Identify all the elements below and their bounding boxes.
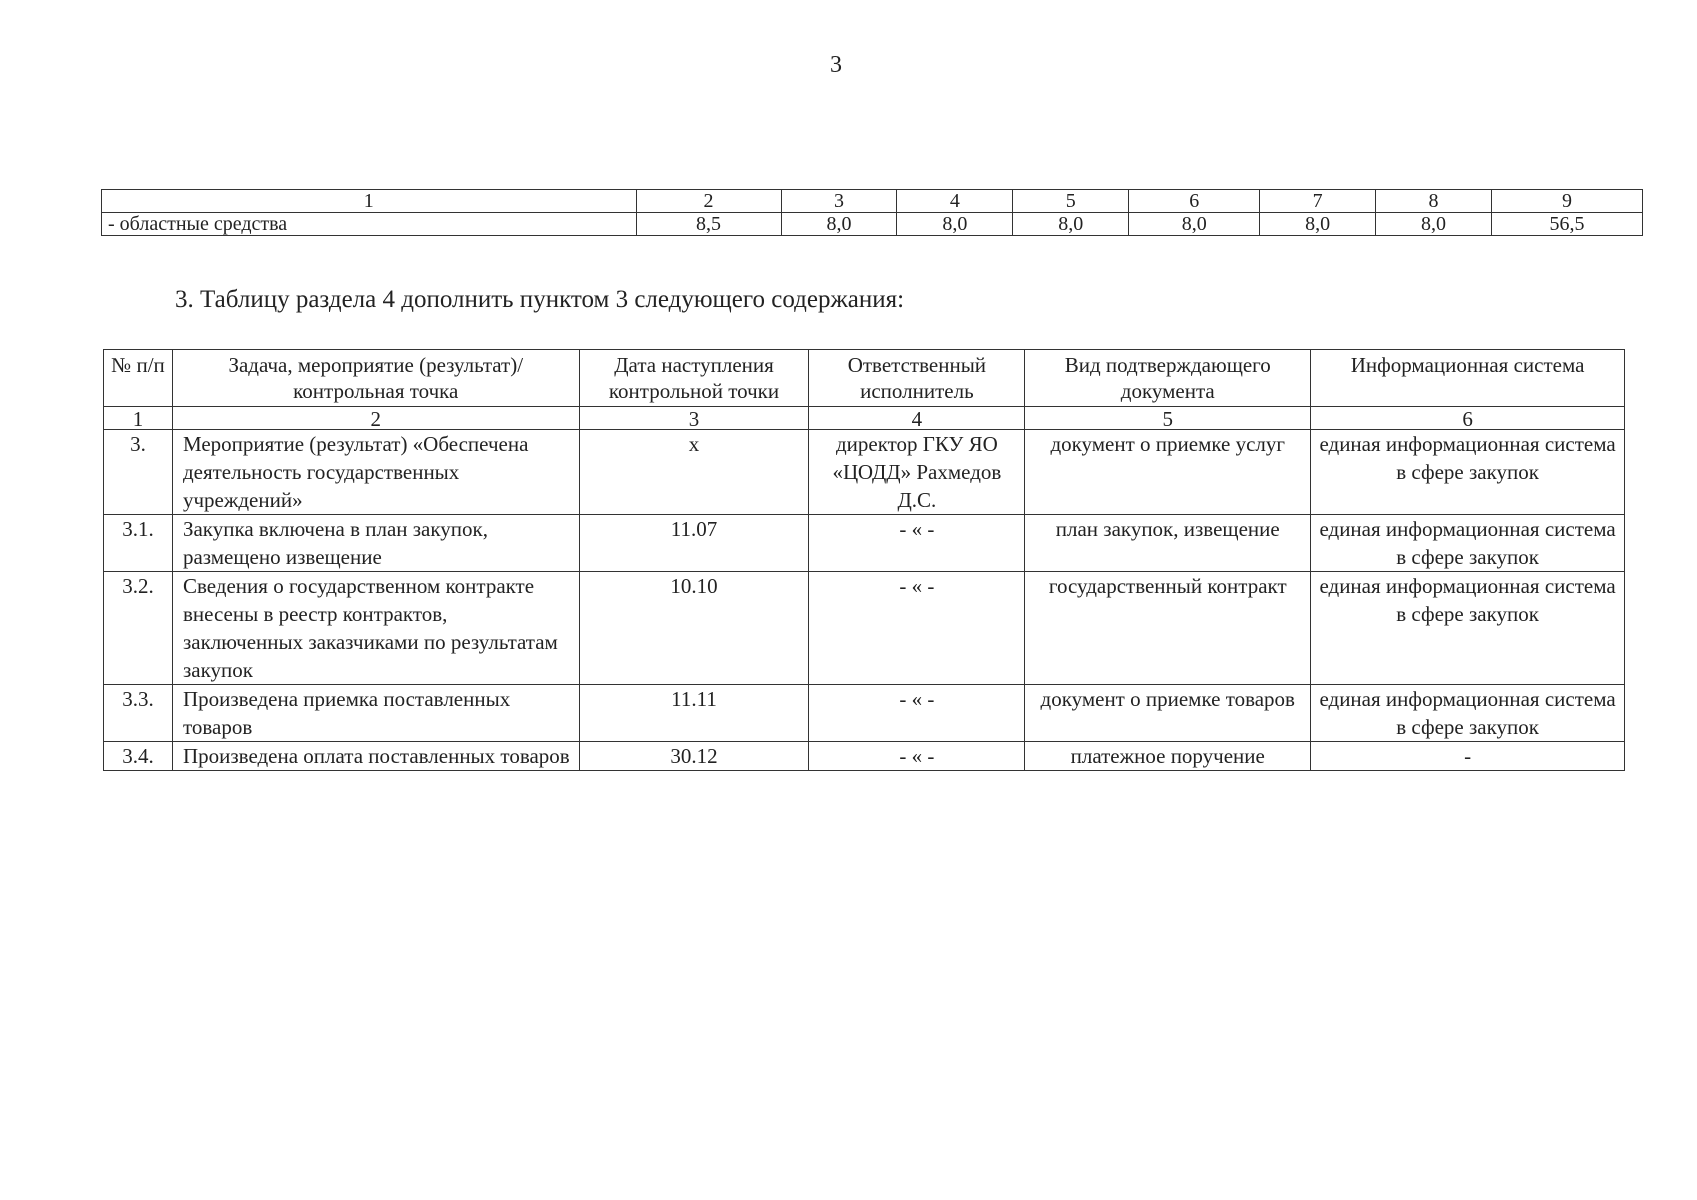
row-date: х — [579, 430, 809, 515]
page-number: 3 — [830, 52, 842, 78]
header-executor: Ответственный исполнитель — [809, 350, 1025, 407]
funding-value-cell: 8,0 — [897, 213, 1013, 236]
column-number-cell: 4 — [809, 407, 1025, 430]
funding-header-cell: 7 — [1260, 190, 1376, 213]
column-number-cell: 3 — [579, 407, 809, 430]
funding-header-cell: 2 — [636, 190, 781, 213]
funding-table-row — [102, 213, 1643, 236]
funding-header-cell: 4 — [897, 190, 1013, 213]
row-document: документ о приемке товаров — [1025, 685, 1311, 742]
section-instruction: 3. Таблицу раздела 4 дополнить пунктом 3 следующего содержания: — [175, 286, 905, 313]
table-row — [104, 430, 1625, 515]
row-number: 3.2. — [104, 572, 173, 685]
row-number: 3.1. — [104, 515, 173, 572]
row-number: 3.3. — [104, 685, 173, 742]
row-executor: - « - — [809, 515, 1025, 572]
row-document: план закупок, извещение — [1025, 515, 1311, 572]
funding-header-cell: 6 — [1129, 190, 1260, 213]
funding-table — [101, 189, 1643, 236]
column-number-cell: 1 — [104, 407, 173, 430]
row-date: 30.12 — [579, 742, 809, 771]
row-document: государственный контракт — [1025, 572, 1311, 685]
funding-value-cell: 8,0 — [1260, 213, 1376, 236]
row-document: платежное поручение — [1025, 742, 1311, 771]
funding-value-cell: 8,0 — [1013, 213, 1129, 236]
header-number: № п/п — [104, 350, 173, 407]
row-system: - — [1311, 742, 1625, 771]
funding-table-header-row — [102, 190, 1643, 213]
tasks-table-column-numbers-row — [104, 407, 1625, 430]
tasks-table-header-row — [104, 350, 1625, 407]
row-system: единая информационная система в сфере закупок — [1311, 572, 1625, 685]
row-executor: - « - — [809, 572, 1025, 685]
row-system: единая информационная система в сфере закупок — [1311, 430, 1625, 515]
row-document: документ о приемке услуг — [1025, 430, 1311, 515]
funding-header-cell: 8 — [1376, 190, 1492, 213]
row-executor: директор ГКУ ЯО «ЦОДД» Рахмедов Д.С. — [809, 430, 1025, 515]
row-date: 11.07 — [579, 515, 809, 572]
column-number-cell: 5 — [1025, 407, 1311, 430]
row-task: Сведения о государственном контракте внесены в реестр контрактов, заключенных заказчиками по результатам закупок — [172, 572, 579, 685]
funding-header-cell: 1 — [102, 190, 637, 213]
funding-value-cell: 8,0 — [1376, 213, 1492, 236]
row-system: единая информационная система в сфере закупок — [1311, 685, 1625, 742]
row-system: единая информационная система в сфере закупок — [1311, 515, 1625, 572]
funding-total-cell: 56,5 — [1492, 213, 1643, 236]
row-executor: - « - — [809, 685, 1025, 742]
table-row — [104, 572, 1625, 685]
row-number: 3. — [104, 430, 173, 515]
row-task: Произведена оплата поставленных товаров — [172, 742, 579, 771]
row-task: Произведена приемка поставленных товаров — [172, 685, 579, 742]
table-row — [104, 685, 1625, 742]
funding-header-cell: 5 — [1013, 190, 1129, 213]
table-row — [104, 515, 1625, 572]
header-system: Информационная система — [1311, 350, 1625, 407]
row-date: 11.11 — [579, 685, 809, 742]
header-date: Дата наступления контрольной точки — [579, 350, 809, 407]
funding-value-cell: 8,5 — [636, 213, 781, 236]
row-task: Мероприятие (результат) «Обеспечена деятельность государственных учреждений» — [172, 430, 579, 515]
row-executor: - « - — [809, 742, 1025, 771]
column-number-cell: 2 — [172, 407, 579, 430]
row-number: 3.4. — [104, 742, 173, 771]
row-date: 10.10 — [579, 572, 809, 685]
tasks-table — [103, 349, 1625, 771]
header-document: Вид подтверждающего документа — [1025, 350, 1311, 407]
row-task: Закупка включена в план закупок, размещено извещение — [172, 515, 579, 572]
column-number-cell: 6 — [1311, 407, 1625, 430]
funding-row-label: - областные средства — [102, 213, 637, 236]
table-row — [104, 742, 1625, 771]
funding-header-cell: 9 — [1492, 190, 1643, 213]
header-task: Задача, мероприятие (результат)/ контрольная точка — [172, 350, 579, 407]
funding-value-cell: 8,0 — [1129, 213, 1260, 236]
funding-header-cell: 3 — [781, 190, 897, 213]
funding-value-cell: 8,0 — [781, 213, 897, 236]
